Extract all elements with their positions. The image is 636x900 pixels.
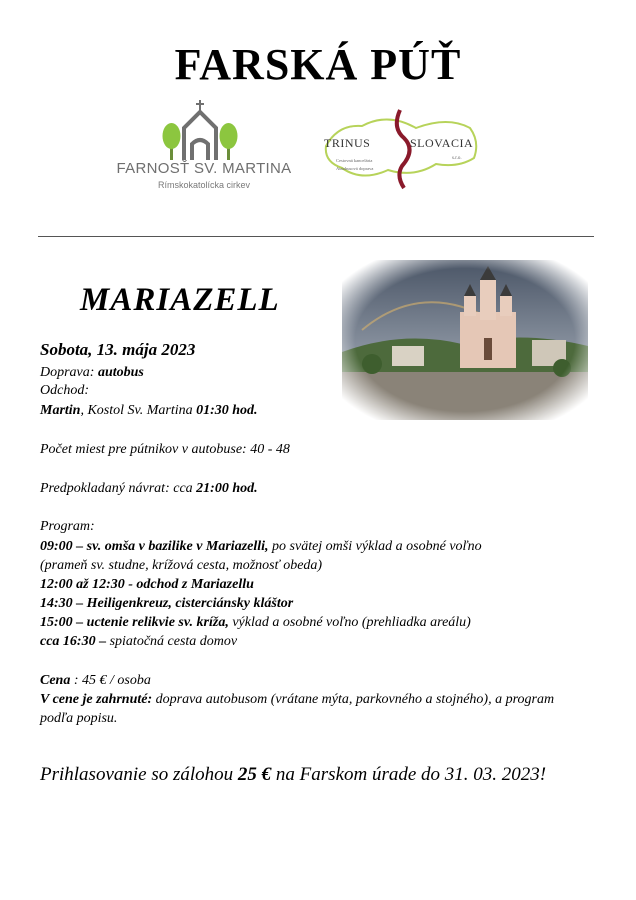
program-heading: Program: (40, 519, 95, 534)
seats-info: Počet miest pre pútnikov v autobuse: 40 - 48 (40, 442, 290, 457)
church-icon (184, 112, 216, 160)
agency-name-left: TRINUS (324, 136, 371, 150)
included-line-2: podľa popisu. (40, 711, 118, 726)
transport-value: autobus (97, 365, 144, 380)
price-value: : 45 € / osoba (70, 673, 151, 688)
transport-line (40, 364, 144, 382)
page-title: FARSKÁ PÚŤ (174, 40, 462, 89)
program-item: 09:00 – sv. omša v bazilike v Mariazelli, po svätej omši výklad a osobné voľno (40, 539, 482, 554)
agency-logo (318, 106, 484, 192)
basilica-photo (342, 260, 588, 420)
return-line (40, 480, 258, 498)
agency-suffix: s.r.o. (452, 156, 462, 161)
registration-note: Prihlasovanie so zálohou 25 € na Farskom úrade do 31. 03. 2023! (40, 764, 547, 785)
destination-heading: MARIAZELL (80, 282, 280, 318)
transport-label: Doprava: (40, 365, 95, 380)
program-item: 15:00 – uctenie relikvie sv. kríža, výklad a osobné voľno (prehliadka areálu) (40, 615, 471, 630)
parish-name: FARNOSŤ SV. MARTINA (116, 160, 292, 177)
program-item: (prameň sv. studne, krížová cesta, možnosť obeda) (40, 558, 323, 573)
return-label: Predpokladaný návrat: cca (40, 481, 193, 496)
included-line (40, 691, 554, 709)
return-time: 21:00 hod. (196, 481, 258, 496)
departure-place: Martin (40, 403, 81, 418)
deposit-amount: 25 € (237, 764, 272, 785)
included-text: doprava autobusom (vrátane mýta, parkovného a stojného), a program (152, 692, 555, 707)
program-item: 12:00 až 12:30 - odchod z Mariazellu (40, 577, 254, 592)
included-label: V cene je zahrnuté: (40, 692, 153, 707)
price-line (40, 672, 151, 690)
price-label: Cena (40, 673, 71, 688)
agency-name-right: SLOVACIA (410, 136, 474, 150)
tree-right-icon (220, 123, 238, 160)
program-item: 14:30 – Heiligenkreuz, cisterciánsky kláštor (40, 596, 294, 611)
departure-place-rest: , Kostol Sv. Martina (80, 403, 193, 418)
trip-date: Sobota, 13. mája 2023 (40, 340, 196, 359)
departure-label: Odchod: (40, 383, 89, 398)
agency-line2: Autobusová doprava (336, 166, 374, 171)
divider (38, 236, 594, 237)
departure-time: 01:30 hod. (196, 403, 258, 418)
departure-line (40, 402, 258, 420)
parish-subtitle: Rímskokatolícka cirkev (157, 180, 251, 190)
program-item: cca 16:30 – spiatočná cesta domov (40, 634, 238, 649)
tree-left-icon (163, 123, 181, 160)
agency-line1: Cestovná kancelária (336, 158, 373, 163)
